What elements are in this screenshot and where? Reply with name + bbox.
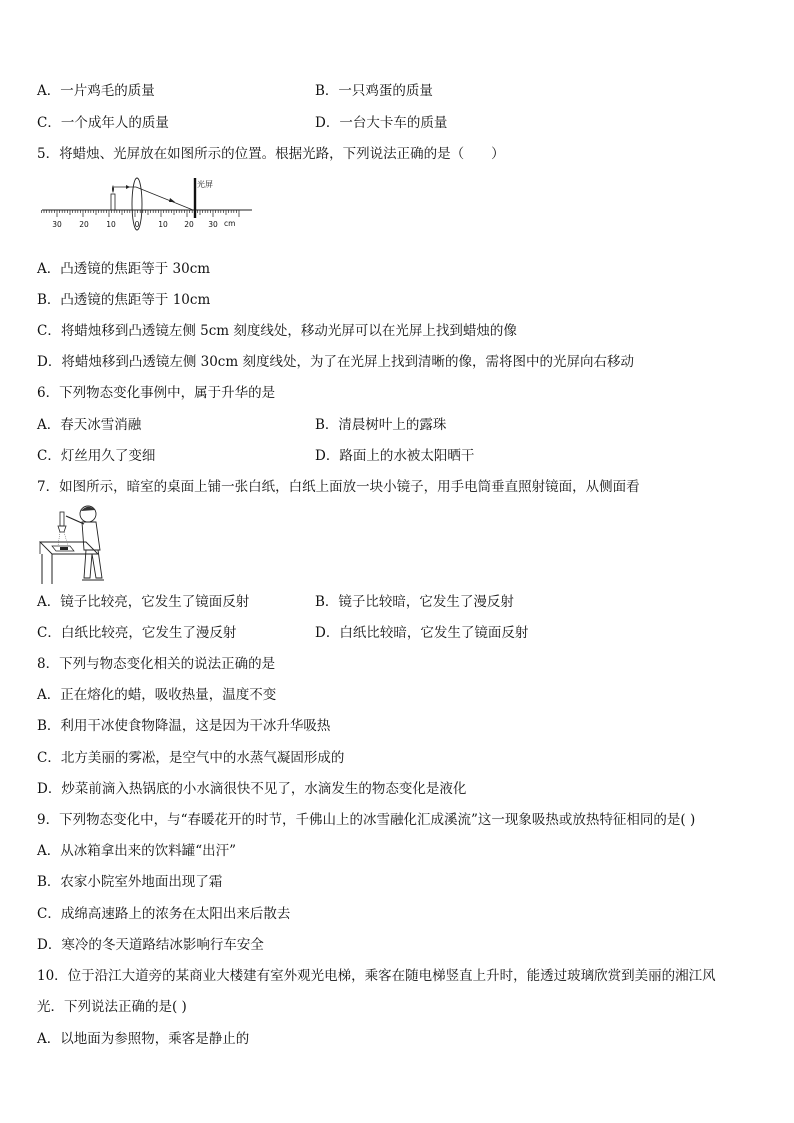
q9-stem: 9．下列物态变化中，与“春暖花开的时节，千佛山上的冰雪融化汇成溪流”这一现象吸热或放热特征相同的是( ) xyxy=(37,812,696,828)
q4-option-d: D．一台大卡车的质量 xyxy=(315,115,448,131)
q7-option-a: A．镜子比较亮，它发生了镜面反射 xyxy=(37,594,250,610)
q8-option-d: D．炒菜前滴入热锅底的小水滴很快不见了，水滴发生的物态变化是液化 xyxy=(37,781,467,797)
q4-option-a: A．一片鸡毛的质量 xyxy=(37,83,155,99)
q10-stem-line2: 光．下列说法正确的是( ) xyxy=(37,999,187,1015)
unit-label: cm xyxy=(224,219,236,228)
q9-option-b: B．农家小院室外地面出现了霜 xyxy=(37,874,223,890)
candle-icon xyxy=(111,194,115,210)
q6-option-a: A．春天冰雪消融 xyxy=(37,417,142,433)
q4-option-c: C．一个成年人的质量 xyxy=(37,115,169,131)
q6-stem: 6．下列物态变化事例中，属于升华的是 xyxy=(37,385,276,401)
q9-option-a: A．从冰箱拿出来的饮料罐“出汗” xyxy=(37,843,237,859)
tick-label: 30 xyxy=(208,220,218,229)
tick-label: 10 xyxy=(106,220,116,229)
q7-option-b: B．镜子比较暗，它发生了漫反射 xyxy=(315,594,514,610)
q7-option-d: D．白纸比较暗，它发生了镜面反射 xyxy=(315,625,529,641)
q4-option-b: B．一只鸡蛋的质量 xyxy=(315,83,433,99)
flashlight-icon xyxy=(58,526,66,532)
tick-label: 20 xyxy=(184,220,194,229)
tick-label: 30 xyxy=(52,220,62,229)
tick-label: 20 xyxy=(79,220,89,229)
q9-option-d: D．寒冷的冬天道路结冰影响行车安全 xyxy=(37,937,264,953)
q10-stem-line1: 10．位于沿江大道旁的某商业大楼建有室外观光电梯，乘客在随电梯竖直上升时，能透过玻璃欣赏到美丽的湘江风 xyxy=(37,968,716,984)
q5-option-c: C．将蜡烛移到凸透镜左侧 5cm 刻度线处，移动光屏可以在光屏上找到蜡烛的像 xyxy=(37,323,517,339)
q6-option-c: C．灯丝用久了变细 xyxy=(37,448,156,464)
flame-icon xyxy=(112,185,114,193)
table-top-icon xyxy=(40,542,98,554)
q6-option-b: B．清晨树叶上的露珠 xyxy=(315,417,447,433)
mirror-flashlight-figure xyxy=(38,502,114,586)
tick-label: 10 xyxy=(158,220,168,229)
tick-label: 0 xyxy=(134,220,140,229)
q5-stem: 5．将蜡烛、光屏放在如图所示的位置。根据光路，下列说法正确的是（ ） xyxy=(37,146,505,162)
mirror-icon xyxy=(60,547,68,550)
q5-option-a: A．凸透镜的焦距等于 30cm xyxy=(37,261,211,277)
q9-option-c: C．成绵高速路上的浓务在太阳出来后散去 xyxy=(37,906,291,922)
q10-option-a: A．以地面为参照物，乘客是静止的 xyxy=(37,1031,250,1047)
q5-option-d: D．将蜡烛移到凸透镜左侧 30cm 刻度线处，为了在光屏上找到清晰的像，需将图中的光屏向右移动 xyxy=(37,354,634,370)
q7-stem: 7．如图所示，暗室的桌面上铺一张白纸，白纸上面放一块小镜子，用手电筒垂直照射镜面，从侧面看 xyxy=(37,479,640,495)
screen-label: 光屏 xyxy=(197,180,213,189)
q8-stem: 8．下列与物态变化相关的说法正确的是 xyxy=(37,656,276,672)
optical-bench-figure xyxy=(40,172,260,236)
q8-option-a: A．正在熔化的蜡，吸收热量，温度不变 xyxy=(37,687,277,703)
q6-option-d: D．路面上的水被太阳晒干 xyxy=(315,448,475,464)
q5-option-b: B．凸透镜的焦距等于 10cm xyxy=(37,292,211,308)
q7-option-c: C．白纸比较亮，它发生了漫反射 xyxy=(37,625,237,641)
q8-option-b: B．利用干冰使食物降温，这是因为干冰升华吸热 xyxy=(37,718,331,734)
q8-option-c: C．北方美丽的雾凇，是空气中的水蒸气凝固形成的 xyxy=(37,750,345,766)
